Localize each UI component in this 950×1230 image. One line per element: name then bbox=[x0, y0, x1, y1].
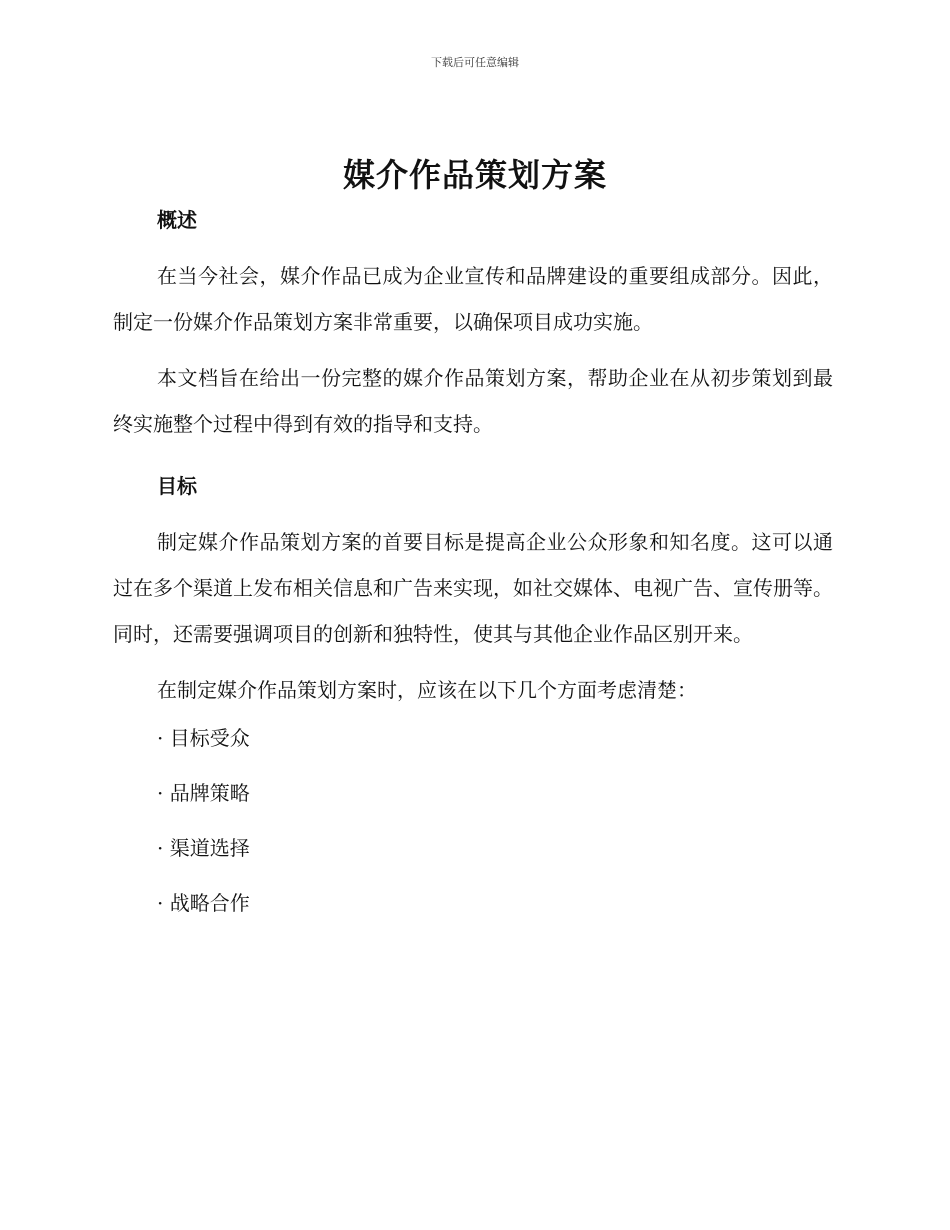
considerations-list bbox=[113, 723, 833, 918]
list-item: · 目标受众 bbox=[157, 726, 250, 750]
header-note: 下载后可任意编辑 bbox=[431, 56, 519, 69]
section-overview bbox=[113, 205, 833, 447]
list-item: · 渠道选择 bbox=[157, 836, 250, 860]
list-item: · 品牌策略 bbox=[157, 781, 250, 805]
paragraph: 本文档旨在给出一份完整的媒介作品策划方案，帮助企业在从初步策划到最终实施整个过程中得到有效的指导和支持。 bbox=[113, 366, 833, 436]
paragraph: 在当今社会，媒介作品已成为企业宣传和品牌建设的重要组成部分。因此，制定一份媒介作品策划方案非常重要，以确保项目成功实施。 bbox=[113, 264, 833, 334]
section-heading-overview: 概述 bbox=[157, 208, 197, 232]
document-title: 媒介作品策划方案 bbox=[342, 156, 607, 194]
paragraph: 在制定媒介作品策划方案时，应该在以下几个方面考虑清楚： bbox=[157, 678, 697, 702]
section-heading-goals: 目标 bbox=[157, 474, 197, 498]
list-item: · 战略合作 bbox=[157, 891, 250, 915]
document-body bbox=[113, 205, 833, 943]
section-goals bbox=[113, 471, 833, 918]
paragraph: 制定媒介作品策划方案的首要目标是提高企业公众形象和知名度。这可以通过在多个渠道上发布相关信息和广告来实现，如社交媒体、电视广告、宣传册等。同时，还需要强调项目的创新和独特性，使其与其他企业作品区别开来。 bbox=[113, 530, 833, 646]
